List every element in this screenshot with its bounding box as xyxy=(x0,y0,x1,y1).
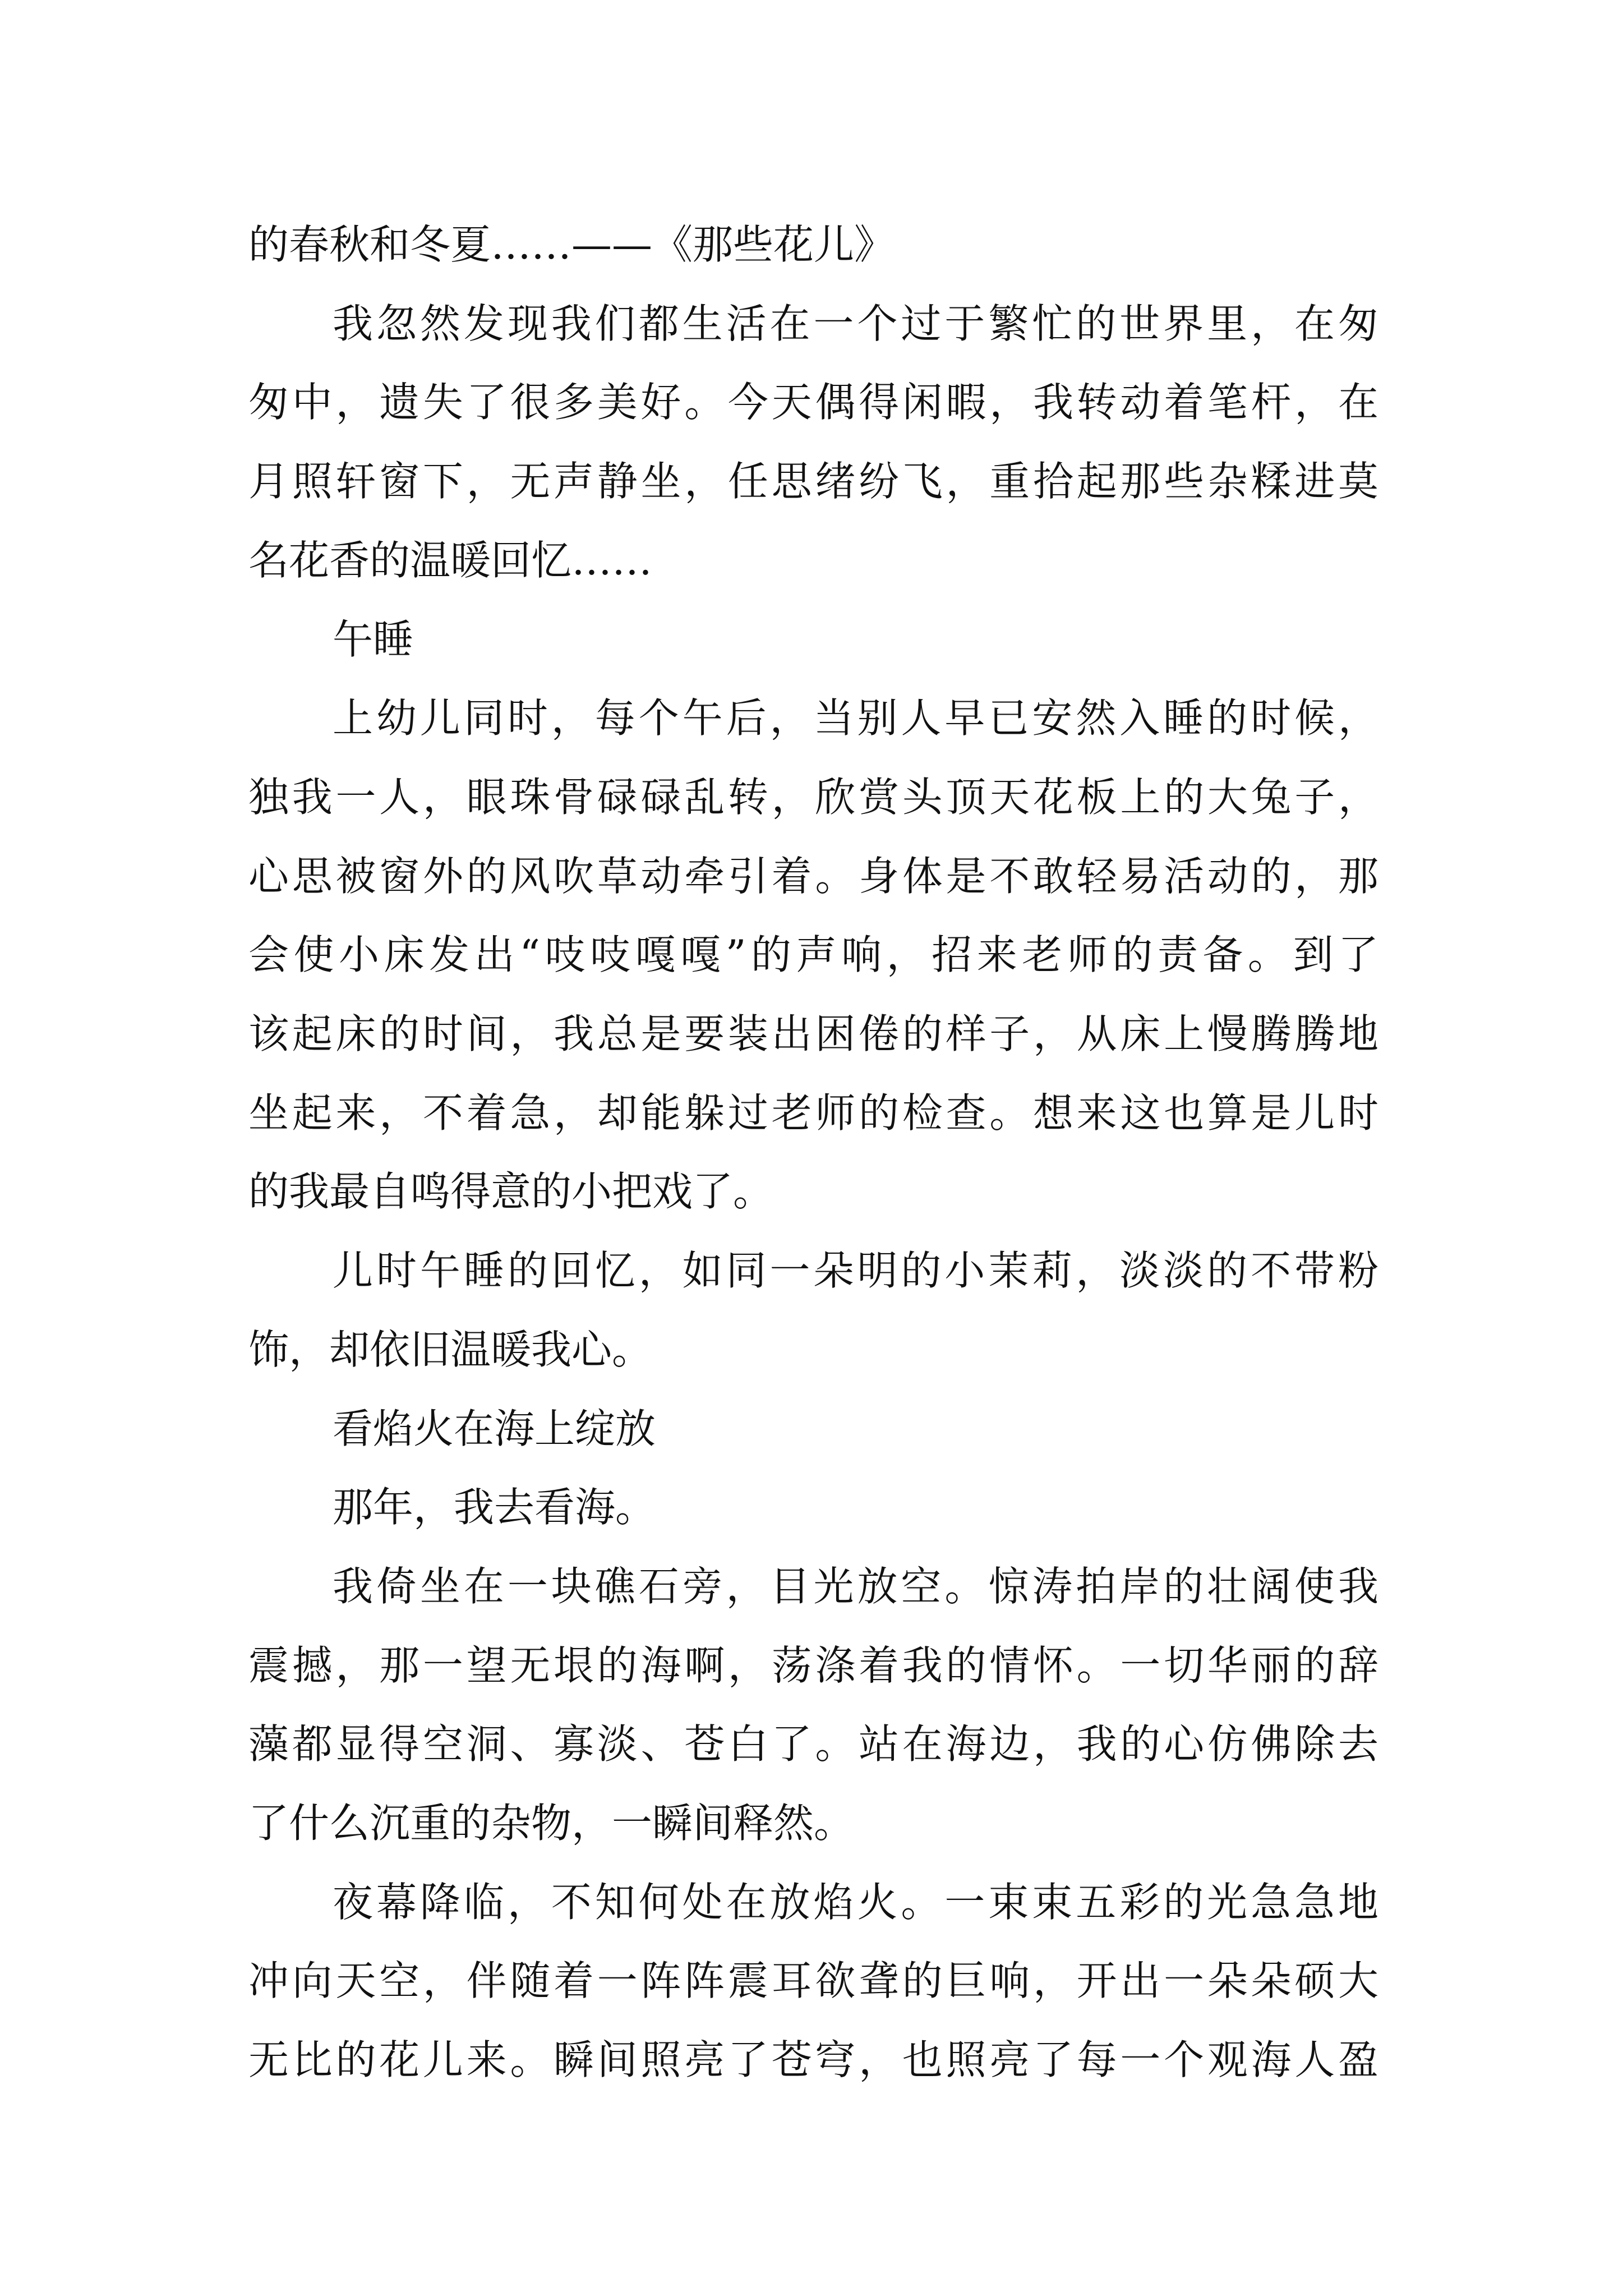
text-line: 的春秋和冬夏……——《那些花儿》 xyxy=(248,221,895,268)
text-line: 午睡 xyxy=(333,615,414,663)
text-line: 名花香的温暖回忆…… xyxy=(248,536,653,584)
text-line: 藻都显得空洞、寡淡、苍白了。站在海边，我的心仿佛除去 xyxy=(248,1720,1378,1768)
section-heading xyxy=(248,1389,1378,1469)
paragraph xyxy=(248,1863,1378,2100)
text-line: 无比的花儿来。瞬间照亮了苍穹，也照亮了每一个观海人盈 xyxy=(248,2036,1378,2084)
paragraph xyxy=(248,205,1378,284)
text-line: 冲向天空，伴随着一阵阵震耳欲聋的巨响，开出一朵朵硕大 xyxy=(248,1957,1378,2005)
paragraph xyxy=(248,679,1378,1231)
text-line: 震撼，那一望无垠的海啊，荡涤着我的情怀。一切华丽的辞 xyxy=(248,1641,1378,1689)
paragraph xyxy=(248,1468,1378,1547)
paragraph xyxy=(248,1231,1378,1389)
text-line: 的我最自鸣得意的小把戏了。 xyxy=(248,1168,774,1216)
paragraph xyxy=(248,1547,1378,1863)
text-line: 上幼儿同时，每个午后，当别人早已安然入睡的时候， xyxy=(333,694,1378,742)
text-line: 夜幕降临，不知何处在放焰火。一束束五彩的光急急地 xyxy=(333,1878,1378,1926)
text-line: 我倚坐在一块礁石旁，目光放空。惊涛拍岸的壮阔使我 xyxy=(333,1562,1378,1610)
text-line: 该起床的时间，我总是要装出困倦的样子，从床上慢腾腾地 xyxy=(248,1010,1378,1058)
text-line: 独我一人，眼珠骨碌碌乱转，欣赏头顶天花板上的大兔子， xyxy=(248,773,1378,821)
text-line: 会使小床发出“吱吱嘎嘎”的声响，招来老师的责备。到了 xyxy=(248,931,1378,979)
text-line: 看焰火在海上绽放 xyxy=(333,1405,656,1452)
text-line: 我忽然发现我们都生活在一个过于繁忙的世界里，在匆 xyxy=(333,300,1378,347)
text-line: 坐起来，不着急，却能躲过老师的检查。想来这也算是儿时 xyxy=(248,1089,1378,1137)
text-line: 了什么沉重的杂物，一瞬间释然。 xyxy=(248,1800,855,1847)
body-text xyxy=(248,205,1378,2100)
text-line: 儿时午睡的回忆，如同一朵明的小茉莉，淡淡的不带粉 xyxy=(333,1247,1378,1295)
text-line: 心思被窗外的风吹草动牵引着。身体是不敢轻易活动的，那 xyxy=(248,852,1378,900)
paragraph xyxy=(248,284,1378,600)
text-line: 那年，我去看海。 xyxy=(333,1484,656,1531)
text-line: 匆中，遗失了很多美好。今天偶得闲暇，我转动着笔杆，在 xyxy=(248,379,1378,426)
section-heading xyxy=(248,600,1378,679)
text-line: 饰，却依旧温暖我心。 xyxy=(248,1326,653,1373)
text-line: 月照轩窗下，无声静坐，任思绪纷飞，重拾起那些杂糅进莫 xyxy=(248,458,1378,505)
